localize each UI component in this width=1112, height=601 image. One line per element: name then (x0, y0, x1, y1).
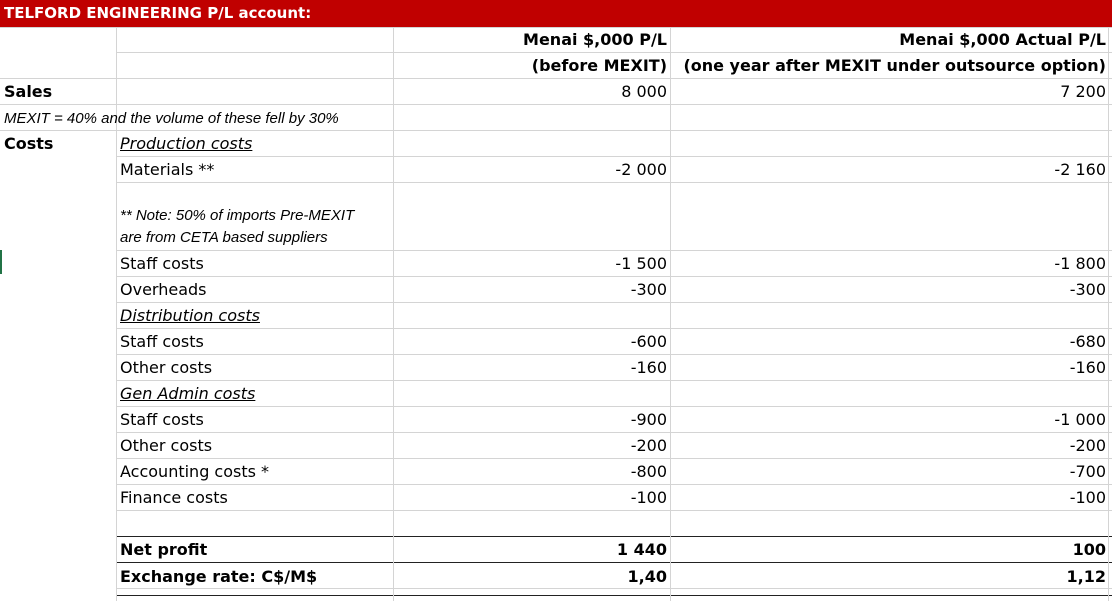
distribution-other-label: Other costs (120, 358, 213, 377)
gridline (0, 78, 1112, 79)
exchange-rate-before-value: 1,40 (627, 567, 667, 586)
exchange-rate-actual-value: 1,12 (1066, 567, 1106, 586)
gridline (116, 328, 1112, 329)
distribution-staff-label: Staff costs (120, 332, 204, 351)
gridline (116, 484, 1112, 485)
materials-before-value: -2 000 (615, 160, 667, 179)
finance-costs-actual-value: -100 (1069, 488, 1106, 507)
production-staff-actual-value: -1 800 (1054, 254, 1106, 273)
sales-actual-value: 7 200 (1060, 82, 1106, 101)
gridline (0, 27, 1112, 28)
gridline (116, 354, 1112, 355)
gridline (1108, 27, 1109, 601)
column-actual-header-line1: Menai $,000 Actual P/L (899, 30, 1106, 49)
total-border-middle (116, 562, 1112, 563)
gridline (116, 156, 1112, 157)
distribution-staff-before-value: -600 (630, 332, 667, 351)
gen-admin-costs-heading: Gen Admin costs (120, 384, 256, 403)
overheads-before-value: -300 (630, 280, 667, 299)
materials-label: Materials ** (120, 160, 215, 179)
gridline (116, 52, 1112, 53)
finance-costs-before-value: -100 (630, 488, 667, 507)
gridline (393, 27, 394, 601)
sales-label: Sales (4, 82, 53, 101)
production-staff-before-value: -1 500 (615, 254, 667, 273)
exchange-rate-label: Exchange rate: C$/M$ (120, 567, 318, 586)
sheet-title: TELFORD ENGINEERING P/L account: (4, 4, 312, 22)
column-actual-header-line2: (one year after MEXIT under outsource option) (683, 56, 1106, 75)
overheads-actual-value: -300 (1069, 280, 1106, 299)
total-border-top (116, 536, 1112, 537)
gridline (116, 510, 1112, 511)
admin-other-actual-value: -200 (1069, 436, 1106, 455)
imports-note-line1: ** Note: 50% of imports Pre-MEXIT (120, 207, 355, 224)
gridline (0, 130, 1112, 131)
gridline (116, 406, 1112, 407)
sheet-title-bar (0, 0, 1112, 27)
column-before-header-line2: (before MEXIT) (531, 56, 667, 75)
finance-costs-label: Finance costs (120, 488, 228, 507)
admin-staff-actual-value: -1 000 (1054, 410, 1106, 429)
gridline (116, 182, 1112, 183)
accounting-costs-label: Accounting costs * (120, 462, 270, 481)
gridline (116, 250, 1112, 251)
selection-indicator (0, 250, 2, 274)
overheads-label: Overheads (120, 280, 207, 299)
gridline (0, 104, 1112, 105)
costs-label: Costs (4, 134, 54, 153)
distribution-other-before-value: -160 (630, 358, 667, 377)
gridline (116, 276, 1112, 277)
mexit-note: MEXIT = 40% and the volume of these fell by 30% (4, 110, 339, 127)
column-before-header-line1: Menai $,000 P/L (523, 30, 667, 49)
sales-before-value: 8 000 (621, 82, 667, 101)
accounting-costs-before-value: -800 (630, 462, 667, 481)
net-profit-label: Net profit (120, 540, 208, 559)
imports-note-line2: are from CETA based suppliers (120, 229, 328, 246)
distribution-costs-heading: Distribution costs (120, 306, 260, 325)
net-profit-before-value: 1 440 (616, 540, 667, 559)
materials-actual-value: -2 160 (1054, 160, 1106, 179)
gridline (116, 588, 1112, 589)
accounting-costs-actual-value: -700 (1069, 462, 1106, 481)
distribution-other-actual-value: -160 (1069, 358, 1106, 377)
admin-staff-label: Staff costs (120, 410, 204, 429)
admin-other-before-value: -200 (630, 436, 667, 455)
gridline (670, 27, 671, 601)
admin-staff-before-value: -900 (630, 410, 667, 429)
production-costs-heading: Production costs (120, 134, 253, 153)
net-profit-actual-value: 100 (1072, 540, 1106, 559)
total-border-bottom (116, 595, 1112, 596)
distribution-staff-actual-value: -680 (1069, 332, 1106, 351)
gridline (116, 432, 1112, 433)
gridline (116, 302, 1112, 303)
gridline (116, 380, 1112, 381)
gridline (116, 458, 1112, 459)
admin-other-label: Other costs (120, 436, 213, 455)
production-staff-label: Staff costs (120, 254, 204, 273)
